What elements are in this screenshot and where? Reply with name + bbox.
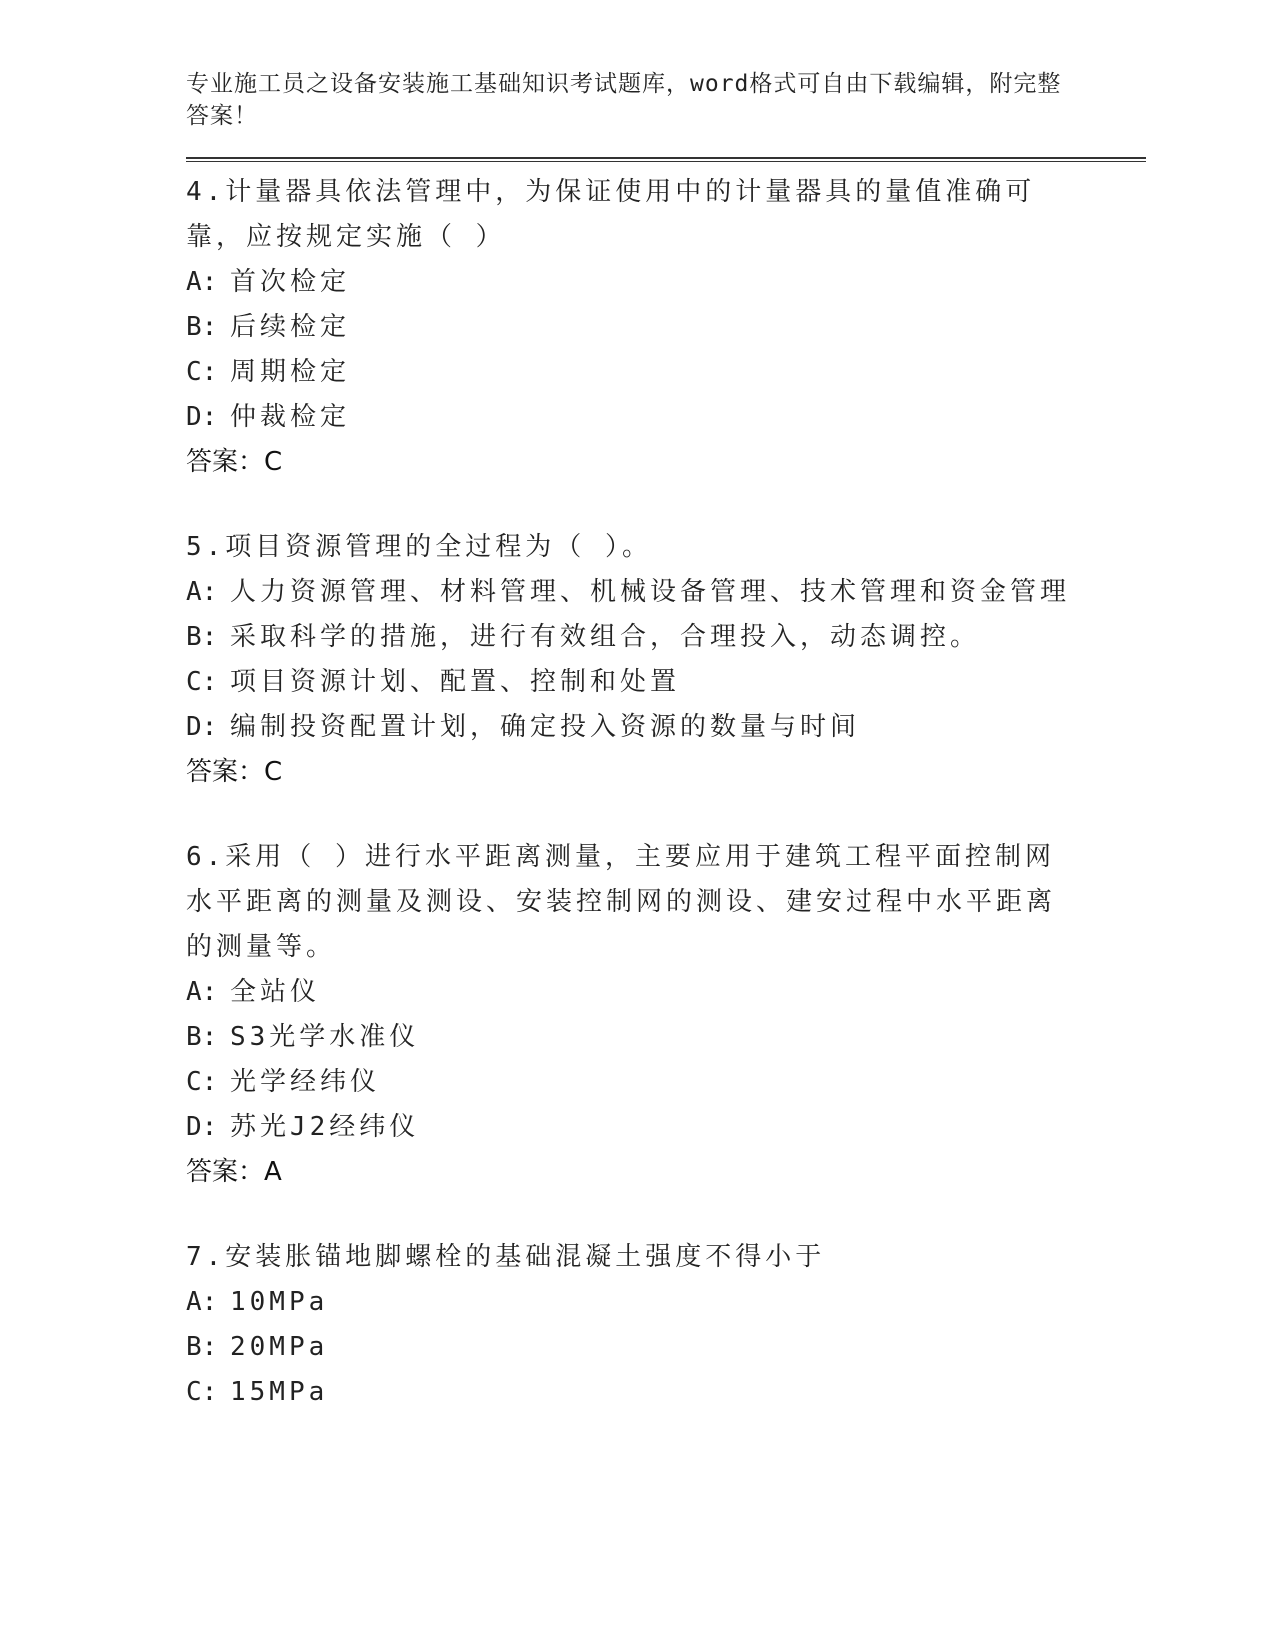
option-letter: B:: [186, 312, 218, 342]
option-letter: A:: [186, 267, 218, 297]
option-letter: A:: [186, 977, 218, 1007]
option-c: [186, 660, 1146, 705]
option-text: 周期检定: [230, 357, 351, 387]
option-text: 采取科学的措施，进行有效组合，合理投入，动态调控。: [230, 622, 981, 652]
option-letter: D:: [186, 402, 218, 432]
option-b: [186, 1015, 1146, 1060]
option-letter: C:: [186, 667, 218, 697]
question-stem: 7.安装胀锚地脚螺栓的基础混凝土强度不得小于: [186, 1242, 826, 1272]
option-text: 20MPa: [230, 1332, 329, 1362]
option-text: 仲裁检定: [230, 402, 351, 432]
option-c: [186, 1060, 1146, 1105]
option-letter: C:: [186, 1067, 218, 1097]
option-letter: C:: [186, 1377, 218, 1407]
option-a: [186, 1280, 1146, 1325]
answer-line: 答案：A: [186, 1157, 282, 1187]
option-a: [186, 570, 1146, 615]
option-letter: A:: [186, 577, 218, 607]
option-b: [186, 1325, 1146, 1370]
question-4: [186, 170, 1146, 485]
option-text: 人力资源管理、材料管理、机械设备管理、技术管理和资金管理: [230, 577, 1071, 607]
option-a: [186, 970, 1146, 1015]
option-letter: B:: [186, 1022, 218, 1052]
option-text: 项目资源计划、配置、控制和处置: [230, 667, 681, 697]
option-letter: D:: [186, 1112, 218, 1142]
option-d: [186, 395, 1146, 440]
question-5: [186, 525, 1146, 795]
document-page: [186, 68, 1146, 1415]
option-letter: D:: [186, 712, 218, 742]
option-letter: B:: [186, 622, 218, 652]
option-d: [186, 705, 1146, 750]
question-7: [186, 1235, 1146, 1415]
option-d: [186, 1105, 1146, 1150]
answer-line: 答案：C: [186, 447, 283, 477]
header-divider: [186, 157, 1146, 162]
option-text: 全站仪: [230, 977, 321, 1007]
option-c: [186, 1370, 1146, 1415]
question-stem: 6.采用（ ）进行水平距离测量，主要应用于建筑工程平面控制网水平距离的测量及测设、安装控制网的测设、建安过程中水平距离的测量等。: [186, 842, 1057, 962]
option-letter: B:: [186, 1332, 218, 1362]
document-header: 专业施工员之设备安装施工基础知识考试题库，word格式可自由下载编辑，附完整答案！: [186, 71, 1062, 129]
option-b: [186, 615, 1146, 660]
option-text: 光学经纬仪: [230, 1067, 381, 1097]
option-letter: C:: [186, 357, 218, 387]
answer-line: 答案：C: [186, 757, 283, 787]
option-c: [186, 350, 1146, 395]
option-text: 15MPa: [230, 1377, 329, 1407]
option-text: 苏光J2经纬仪: [230, 1112, 420, 1142]
option-text: 10MPa: [230, 1287, 329, 1317]
option-a: [186, 260, 1146, 305]
question-6: [186, 835, 1146, 1195]
option-letter: A:: [186, 1287, 218, 1317]
option-text: 后续检定: [230, 312, 351, 342]
question-stem: 5.项目资源管理的全过程为（ ）。: [186, 532, 652, 562]
option-text: 编制投资配置计划，确定投入资源的数量与时间: [230, 712, 861, 742]
option-text: S3光学水准仪: [230, 1022, 420, 1052]
question-stem: 4.计量器具依法管理中，为保证使用中的计量器具的量值准确可靠，应按规定实施（ ）: [186, 177, 1036, 252]
option-b: [186, 305, 1146, 350]
option-text: 首次检定: [230, 267, 351, 297]
